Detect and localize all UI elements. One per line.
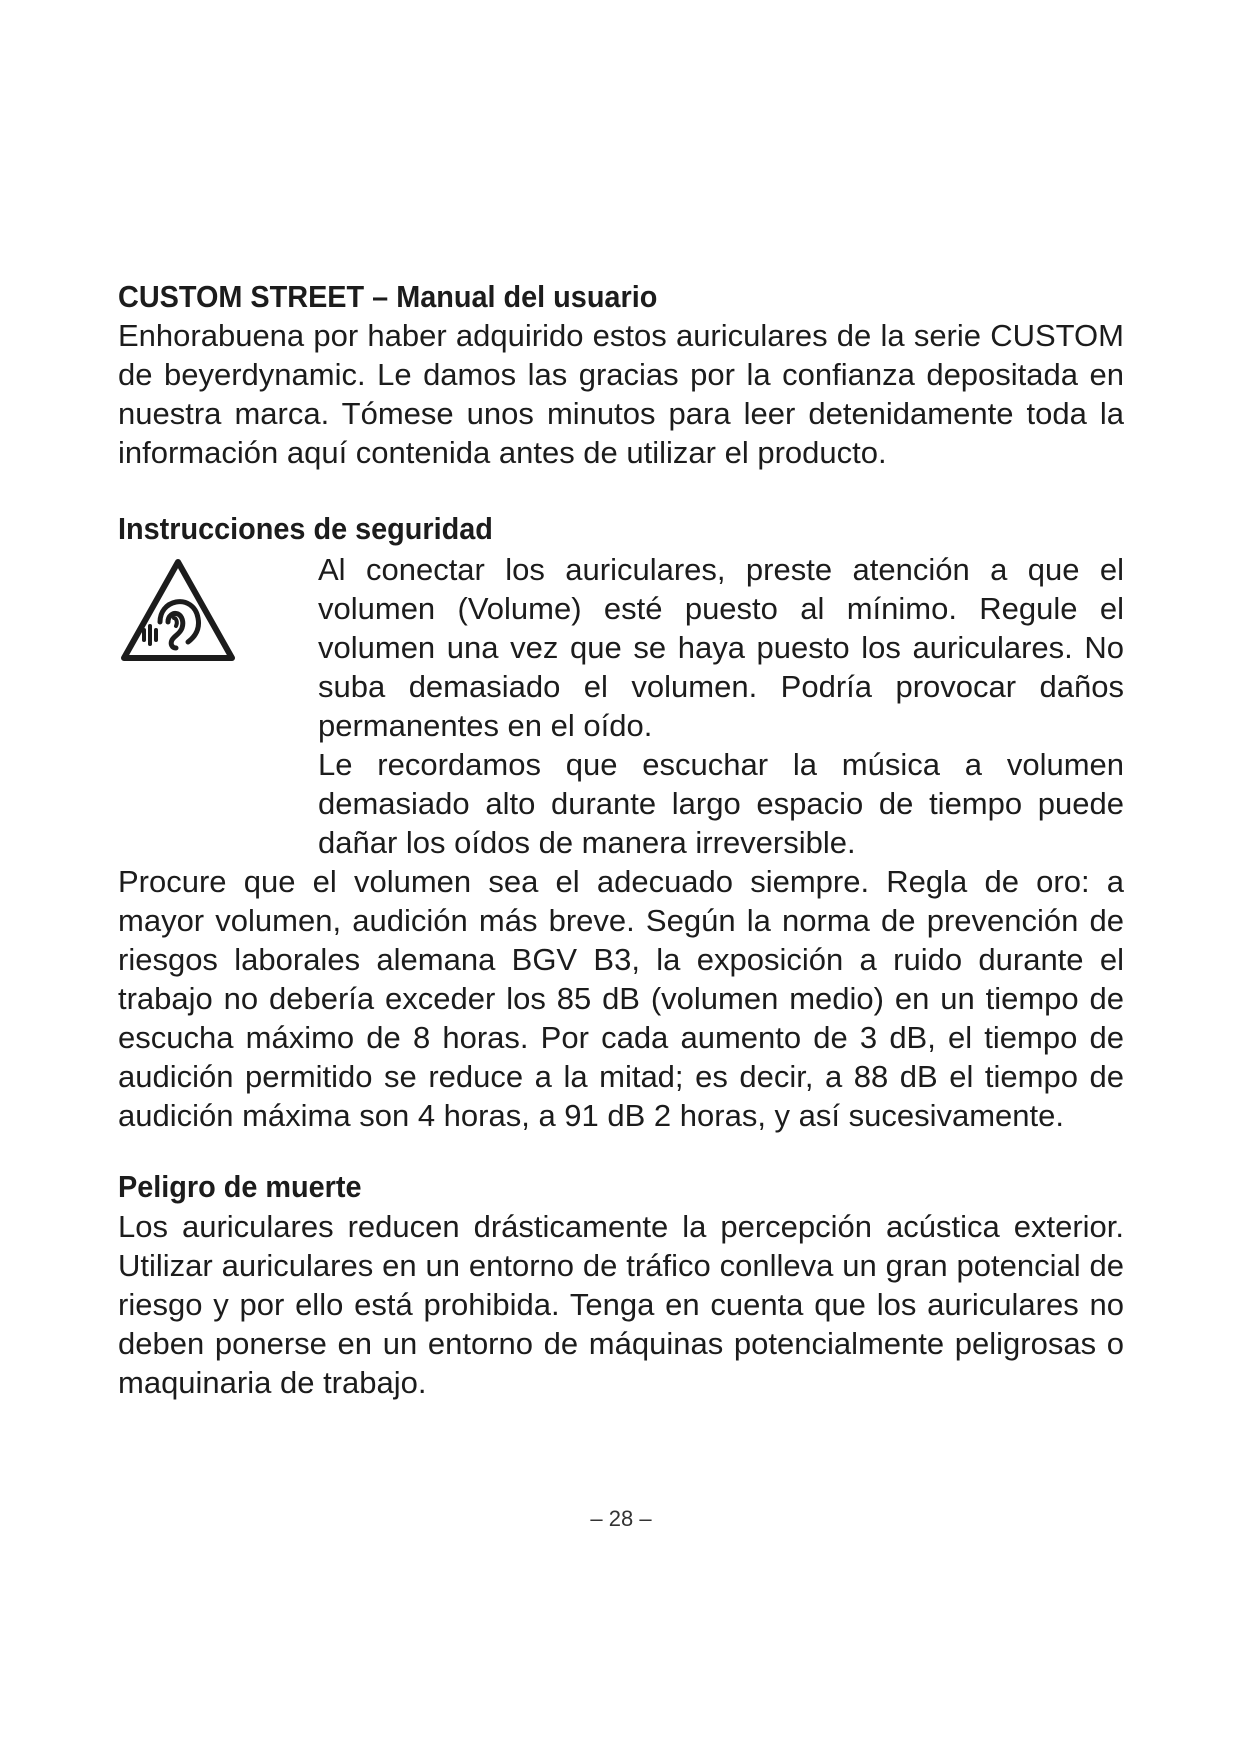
safety-heading: Instrucciones de seguridad [118, 511, 493, 546]
page-title: CUSTOM STREET – Manual del usuario [118, 279, 658, 314]
safety-paragraph-volume: Al conectar los auriculares, preste atención a que el volumen (Volume) esté puesto al mínimo. Regule el volumen una vez que se haya puesto los auriculares. No suba demasiado el volumen. Podría provocar daños permanentes en el oído. [318, 552, 1124, 743]
safety-paragraph-damage: Le recordamos que escuchar la música a volumen demasiado alto durante largo espacio de tiempo puede dañar los oídos de manera irreversible. [318, 747, 1124, 860]
hearing-warning-icon [118, 556, 238, 664]
safety-paragraph-rules: Procure que el volumen sea el adecuado siempre. Regla de oro: a mayor volumen, audición más breve. Según la norma de prevención de riesgos laborales alemana BGV B3, la exposición a ruido durante el trabajo no debería exceder los 85 dB (volumen medio) en un tiempo de escucha máximo de 8 horas. Por cada aumento de 3 dB, el tiempo de audición permitido se reduce a la mitad; es decir, a 88 dB el tiempo de audición máxima son 4 horas, a 91 dB 2 horas, y así sucesivamente. [118, 864, 1124, 1133]
intro-paragraph: Enhorabuena por haber adquirido estos auriculares de la serie CUSTOM de beyerdynamic. Le damos las gracias por la confianza depositada en nuestra marca. Tómese unos minutos para leer detenidamente toda la información aquí contenida antes de utilizar el producto. [118, 318, 1124, 470]
page-number: – 28 – [590, 1506, 652, 1531]
danger-heading: Peligro de muerte [118, 1169, 362, 1204]
danger-paragraph: Los auriculares reducen drásticamente la percepción acústica exterior. Utilizar auriculares en un entorno de tráfico conlleva un gran potencial de riesgo y por ello está prohibida. Tenga en cuenta que los auriculares no deben ponerse en un entorno de máquinas potencialmente peligrosas o maquinaria de trabajo. [118, 1209, 1124, 1400]
